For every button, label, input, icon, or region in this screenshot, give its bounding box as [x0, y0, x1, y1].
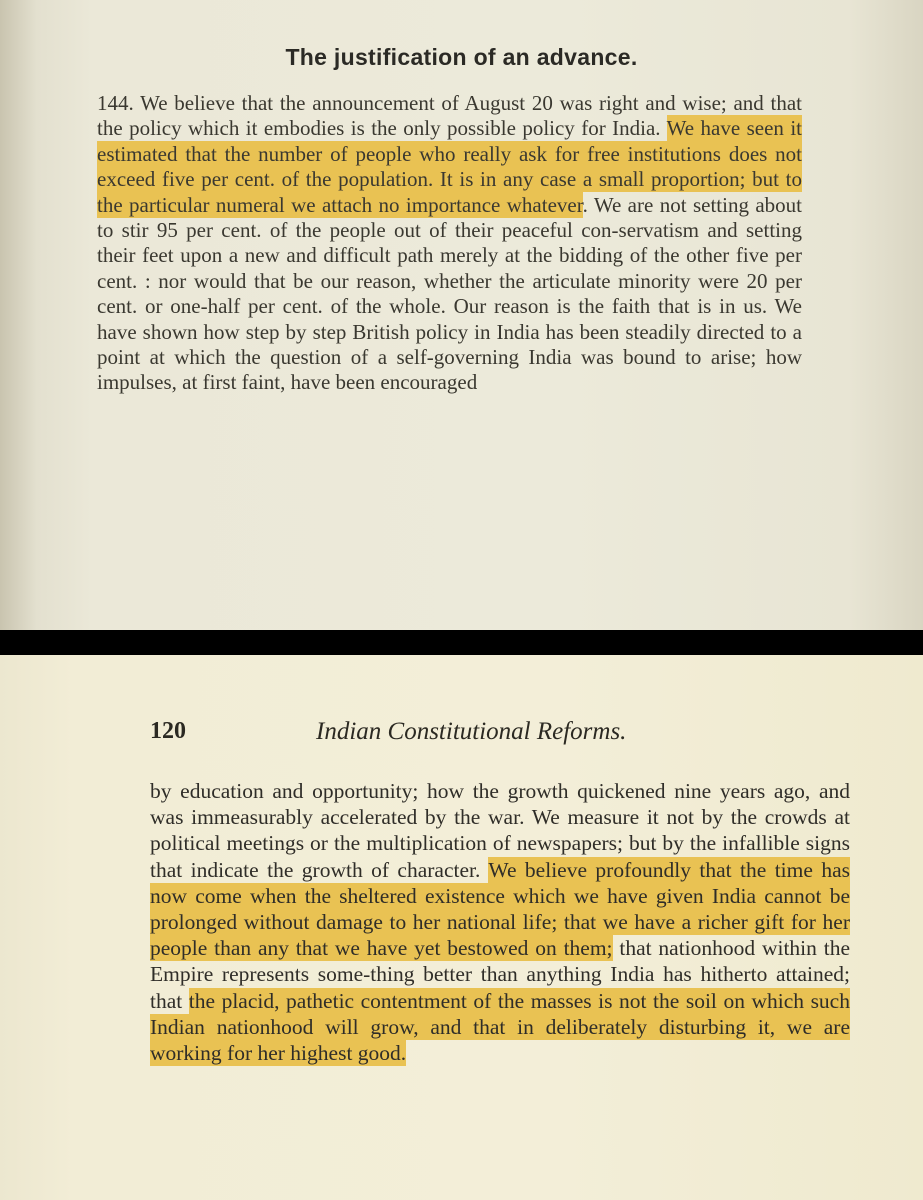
book-title: Indian Constitutional Reforms. [316, 718, 627, 745]
running-header [150, 718, 850, 754]
highlighted-passage: We have seen it estimated that the number of people who really ask for free institutions does not exceed five per cent. of the population. It is in any case a small proportion; but to the particular numeral we attach no importance whatever [97, 116, 802, 217]
page-divider [0, 630, 923, 655]
page-number: 120 [150, 718, 186, 744]
highlighted-passage: We believe profoundly that the time has now come when the sheltered existence which we have given India cannot be prolonged without damage to her national life; that we have a richer gift for her people than any that we have yet bestowed on them; [150, 857, 850, 961]
text-segment: We believe that the announcement of August 20 was right and wise; and that the policy which it embodies is the only possible policy for India. [97, 91, 802, 141]
text-segment: that nationhood within the Empire represents some-thing better than anything India has hitherto attained; that [150, 936, 850, 1013]
paragraph-number: 144. [97, 91, 134, 115]
bottom-paragraph [150, 778, 850, 1066]
highlighted-passage: the placid, pathetic contentment of the masses is not the soil on which such Indian nationhood will grow, and that in deliberately disturbing it, we are working for her highest good. [150, 988, 850, 1066]
text-segment: by education and opportunity; how the growth quickened nine years ago, and was immeasurably accelerated by the war. We measure it not by the crowds at political meetings or the multiplication of newspapers; but by the infallible signs that indicate the growth of character. [150, 779, 850, 882]
text-segment: . We are not setting about to stir 95 per cent. of the people out of their peaceful con-servatism and setting their feet upon a new and difficult path merely at the bidding of the other five per cent. : nor would that be our reason, whether the articulate minority were 20 per cent. or one-half per cent. of the whole. Our reason is the faith that is in us. We have shown how step by step British policy in India has been steadily directed to a point at which the question of a self-governing India was bound to arise; how impulses, at first faint, have been encouraged [97, 192, 802, 395]
section-heading: The justification of an advance. [285, 44, 638, 70]
top-paragraph [97, 91, 802, 396]
